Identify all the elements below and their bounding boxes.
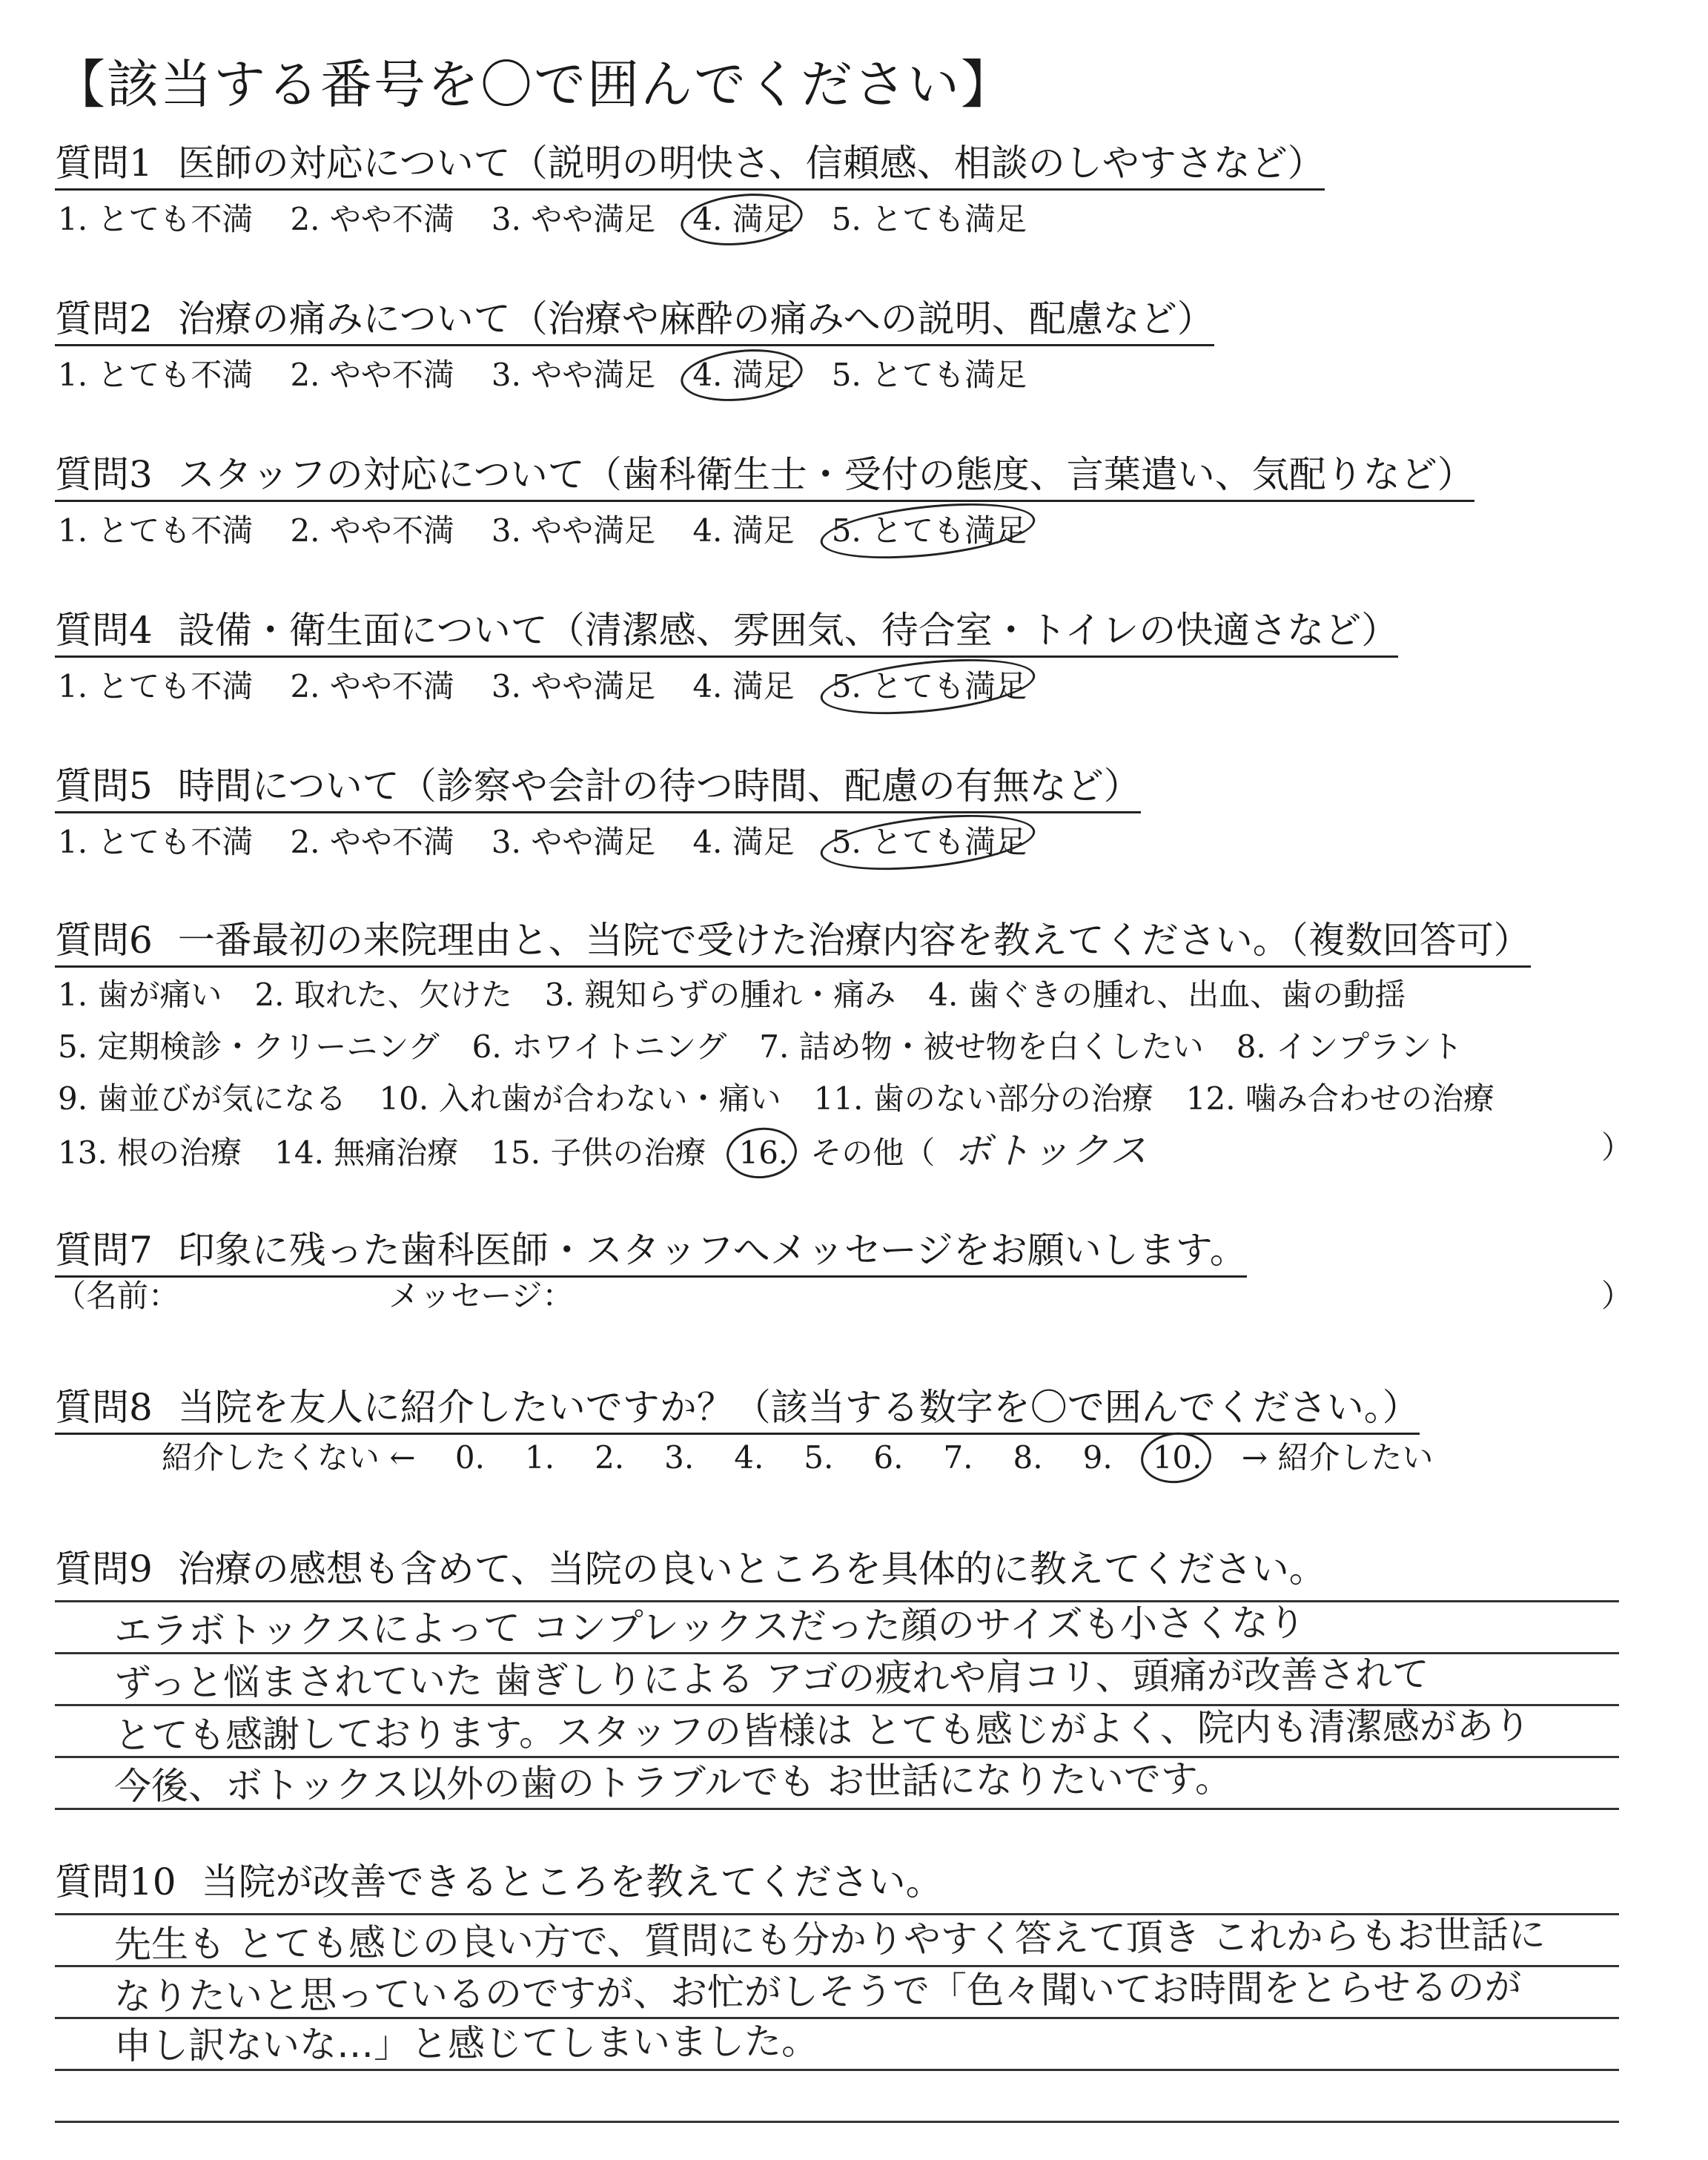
q6-option: 4. 歯ぐきの腫れ、出血、歯の動揺 bbox=[928, 977, 1406, 1013]
handwritten-answer-line: 先生も とても感じの良い方で、質問にも分かりやすく答えて頂き これからもお世話に bbox=[113, 1913, 1546, 1966]
selected-circle-mark bbox=[678, 188, 806, 251]
q6-option: 8. インプラント bbox=[1236, 1028, 1463, 1065]
q7-text: 印象に残った歯科医師・スタッフへメッセージをお願いします。 bbox=[177, 1229, 1247, 1272]
q8-scale-number: 6. bbox=[873, 1439, 904, 1476]
q2-options bbox=[58, 356, 1064, 394]
q2-option-3: 3. やや満足 bbox=[491, 357, 656, 393]
q2-option-4: 4. 満足 bbox=[692, 356, 794, 394]
selected-circle-mark bbox=[1138, 1429, 1213, 1487]
ruled-line bbox=[55, 2121, 1619, 2123]
q6-option: 6. ホワイトニング bbox=[471, 1028, 727, 1065]
q5-text: 時間について（診察や会計の待つ時間、配慮の有無など） bbox=[177, 764, 1141, 807]
q6-option: その他（ bbox=[810, 1135, 936, 1171]
q8-numbers bbox=[455, 1439, 1232, 1476]
q1-text: 医師の対応について（説明の明快さ、信頼感、相談のしやすさなど） bbox=[177, 142, 1325, 185]
ruled-line bbox=[55, 2069, 1619, 2071]
q9-number: 質問9 bbox=[55, 1548, 153, 1591]
q6-row bbox=[58, 1028, 1495, 1066]
q1-number: 質問1 bbox=[55, 142, 153, 185]
selected-circle-mark bbox=[818, 806, 1038, 879]
q3-option-3: 3. やや満足 bbox=[491, 512, 656, 549]
q6-row bbox=[58, 1080, 1527, 1118]
q8-right-label: → 紹介したい bbox=[1241, 1439, 1434, 1476]
q2-number: 質問2 bbox=[55, 297, 153, 340]
q10-number: 質問10 bbox=[55, 1860, 176, 1903]
q5-number: 質問5 bbox=[55, 764, 153, 807]
instruction-header: 【該当する番号を〇で囲んでください】 bbox=[53, 54, 1014, 115]
q1-option-3: 3. やや満足 bbox=[491, 201, 656, 237]
q6-option: 13. 根の治療 bbox=[58, 1135, 242, 1171]
q1-title bbox=[55, 141, 1325, 191]
q7-title bbox=[55, 1228, 1247, 1278]
selected-circle-mark bbox=[724, 1124, 799, 1182]
q2-option-2: 2. やや不満 bbox=[290, 357, 454, 393]
q6-option: 11. 歯のない部分の治療 bbox=[813, 1080, 1153, 1117]
handwritten-answer-line: 申し訳ないな…」と感じてしまいました。 bbox=[113, 2019, 819, 2068]
q6-option: 2. 取れた、欠けた bbox=[254, 977, 512, 1013]
q3-options bbox=[58, 512, 1064, 550]
q8-number: 質問8 bbox=[55, 1386, 153, 1429]
q8-scale-number: 8. bbox=[1013, 1439, 1043, 1476]
q3-title bbox=[55, 452, 1474, 502]
q4-option-1: 1. とても不満 bbox=[58, 668, 254, 704]
q3-option-5: 5. とても満足 bbox=[832, 512, 1027, 550]
q4-text: 設備・衛生面について（清潔感、雰囲気、待合室・トイレの快適さなど） bbox=[177, 609, 1399, 652]
handwritten-answer-line: ずっと悩まされていた 歯ぎしりによる アゴの疲れや肩コリ、頭痛が改善されて bbox=[113, 1652, 1429, 1705]
q9-title bbox=[55, 1547, 1326, 1594]
selected-circle-mark bbox=[818, 650, 1038, 723]
selected-circle-mark bbox=[818, 495, 1038, 567]
q8-scale-number: 1. bbox=[524, 1439, 555, 1476]
q10-title bbox=[55, 1860, 943, 1907]
q8-scale-number: 4. bbox=[734, 1439, 764, 1476]
q5-option-2: 2. やや不満 bbox=[290, 824, 454, 860]
q2-option-5: 5. とても満足 bbox=[831, 357, 1027, 393]
q6-option: 15. 子供の治療 bbox=[491, 1135, 706, 1171]
q8-left-label: 紹介したくない ← bbox=[162, 1439, 416, 1476]
q2-option-1: 1. とても不満 bbox=[58, 357, 254, 393]
q6-other-close-paren: ） bbox=[1601, 1129, 1633, 1166]
q5-option-1: 1. とても不満 bbox=[58, 824, 254, 860]
q8-scale-number: 0. bbox=[454, 1439, 485, 1476]
q4-option-2: 2. やや不満 bbox=[290, 668, 454, 704]
q6-option: 9. 歯並びが気になる bbox=[58, 1080, 347, 1117]
q5-option-4: 4. 満足 bbox=[692, 824, 795, 860]
q7-close-paren: ） bbox=[1601, 1278, 1633, 1314]
q3-option-2: 2. やや不満 bbox=[290, 512, 454, 549]
q3-number: 質問3 bbox=[55, 453, 153, 496]
q6-row bbox=[58, 1129, 1150, 1172]
q6-option: 16. bbox=[738, 1134, 788, 1172]
q6-option: 12. 噛み合わせの治療 bbox=[1185, 1080, 1494, 1117]
q5-title bbox=[55, 764, 1141, 813]
q6-row bbox=[58, 976, 1438, 1014]
q3-text: スタッフの対応について（歯科衛生士・受付の態度、言葉遣い、気配りなど） bbox=[177, 453, 1474, 496]
q1-option-5: 5. とても満足 bbox=[831, 201, 1027, 237]
q5-option-3: 3. やや満足 bbox=[491, 824, 656, 860]
q6-option: 10. 入れ歯が合わない・痛い bbox=[379, 1080, 781, 1117]
q2-text: 治療の痛みについて（治療や麻酔の痛みへの説明、配慮など） bbox=[177, 297, 1214, 340]
handwritten-answer-line: とても感謝しております。スタッフの皆様は とても感じがよく、院内も清潔感があり bbox=[113, 1704, 1532, 1757]
q4-option-3: 3. やや満足 bbox=[491, 668, 656, 704]
q5-option-5: 5. とても満足 bbox=[832, 823, 1027, 862]
q8-text: 当院を友人に紹介したいですか？（該当する数字を〇で囲んでください。） bbox=[177, 1386, 1420, 1429]
q4-option-4: 4. 満足 bbox=[692, 668, 795, 704]
q6-text: 一番最初の来院理由と、当院で受けた治療内容を教えてください。（複数回答可） bbox=[177, 919, 1531, 962]
q6-option: 5. 定期検診・クリーニング bbox=[58, 1028, 440, 1065]
q1-option-2: 2. やや不満 bbox=[290, 201, 454, 237]
q8-scale bbox=[162, 1439, 1433, 1477]
q2-title bbox=[55, 297, 1214, 346]
ruled-line bbox=[55, 1808, 1619, 1810]
q8-scale-number: 2. bbox=[595, 1439, 625, 1476]
q9-text: 治療の感想も含めて、当院の良いところを具体的に教えてください。 bbox=[177, 1548, 1326, 1591]
q8-scale-number: 10. bbox=[1153, 1439, 1202, 1477]
q8-scale-number: 7. bbox=[943, 1439, 973, 1476]
q10-text: 当院が改善できるところを教えてください。 bbox=[201, 1860, 943, 1903]
q8-title bbox=[55, 1385, 1420, 1435]
q7-fields bbox=[55, 1277, 1634, 1315]
q4-title bbox=[55, 608, 1398, 658]
selected-circle-mark bbox=[678, 344, 806, 407]
ruled-line bbox=[55, 1600, 1619, 1602]
q7-number: 質問7 bbox=[55, 1229, 153, 1272]
q8-scale-number: 5. bbox=[804, 1439, 834, 1476]
q4-option-5: 5. とても満足 bbox=[832, 667, 1027, 706]
handwritten-answer-line: エラボトックスによって コンプレックスだった顔のサイズも小さくなり bbox=[113, 1601, 1306, 1653]
q6-option: 3. 親知らずの腫れ・痛み bbox=[544, 977, 896, 1013]
q5-options bbox=[58, 823, 1064, 862]
q1-option-1: 1. とても不満 bbox=[58, 201, 254, 237]
q8-scale-number: 3. bbox=[664, 1439, 695, 1476]
q6-title bbox=[55, 918, 1531, 968]
q6-other-answer: ボトックス bbox=[954, 1129, 1150, 1172]
q6-option: 1. 歯が痛い bbox=[58, 977, 222, 1013]
q4-options bbox=[58, 667, 1064, 706]
q3-option-4: 4. 満足 bbox=[692, 512, 795, 549]
q3-option-1: 1. とても不満 bbox=[58, 512, 254, 549]
handwritten-answer-line: なりたいと思っているのですが、お忙がしそうで「色々聞いてお時間をとらせるのが bbox=[113, 1965, 1522, 2018]
q1-options bbox=[58, 200, 1064, 239]
q7-name-label: （名前： bbox=[55, 1278, 180, 1314]
q4-number: 質問4 bbox=[55, 609, 153, 652]
q6-option: 14. 無痛治療 bbox=[274, 1135, 459, 1171]
q6-option: 7. 詰め物・被せ物を白くしたい bbox=[759, 1028, 1204, 1065]
q1-option-4: 4. 満足 bbox=[692, 200, 794, 239]
handwritten-answer-line: 今後、ボトックス以外の歯のトラブルでも お世話になりたいです。 bbox=[113, 1757, 1233, 1809]
q6-number: 質問6 bbox=[55, 919, 153, 962]
q7-message-label: メッセージ： bbox=[388, 1278, 574, 1314]
q8-scale-number: 9. bbox=[1082, 1439, 1113, 1476]
